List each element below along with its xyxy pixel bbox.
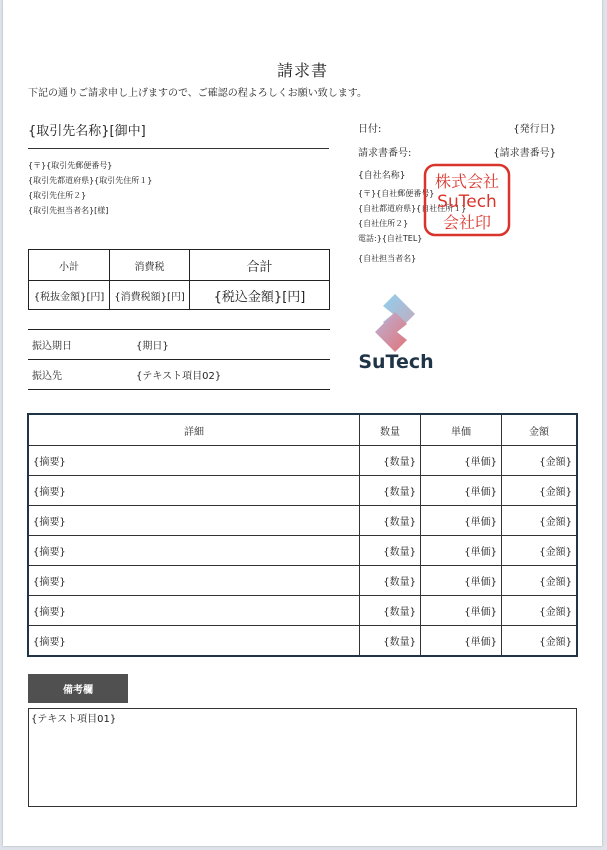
item-description: {摘要}	[28, 506, 360, 536]
summary-value-subtotal: {税抜金額}[円]	[29, 281, 110, 310]
client-name: {取引先名称}[御中]	[28, 124, 146, 139]
invoice-number-value: {請求書番号}	[493, 148, 556, 159]
line-items-table	[27, 413, 578, 657]
item-qty: {数量}	[360, 476, 421, 506]
summary-table	[28, 249, 330, 310]
item-description: {摘要}	[28, 566, 360, 596]
due-date-label: 振込期日	[28, 330, 132, 360]
client-contact: {取引先担当者名}[様]	[28, 206, 109, 215]
item-unit-price: {単価}	[421, 536, 502, 566]
items-header-detail: 詳細	[28, 414, 360, 446]
item-unit-price: {単価}	[421, 596, 502, 626]
items-header-unit-price: 単価	[421, 414, 502, 446]
summary-header-subtotal: 小計	[29, 250, 110, 281]
item-qty: {数量}	[360, 446, 421, 476]
item-amount: {金額}	[502, 506, 578, 536]
issuer-address1: {自社都道府県}{自社住所１}	[358, 204, 467, 213]
due-date-value: {期日}	[132, 330, 330, 360]
item-amount: {金額}	[502, 566, 578, 596]
client-address-block	[28, 158, 152, 218]
item-amount: {金額}	[502, 596, 578, 626]
table-row	[28, 626, 577, 657]
summary-value-total: {税込金額}[円]	[190, 281, 330, 310]
item-qty: {数量}	[360, 536, 421, 566]
transfer-dest-label: 振込先	[28, 360, 132, 390]
item-unit-price: {単価}	[421, 626, 502, 657]
client-postal: {〒}{取引先郵便番号}	[28, 161, 113, 170]
payment-table	[28, 329, 330, 390]
summary-header-tax: 消費税	[110, 250, 190, 281]
issuer-company: {自社名称}	[358, 171, 406, 181]
item-description: {摘要}	[28, 626, 360, 657]
table-row	[28, 596, 577, 626]
issuer-contact: {自社担当者名}	[358, 254, 417, 263]
item-unit-price: {単価}	[421, 506, 502, 536]
client-address2: {取引先住所２}	[28, 191, 87, 200]
remarks-box: {テキスト項目01}	[28, 708, 577, 807]
svg-text:SuTech: SuTech	[437, 192, 497, 212]
client-underline	[28, 148, 329, 149]
table-row	[28, 566, 577, 596]
table-row	[28, 506, 577, 536]
invoice-number-label: 請求書番号:	[358, 148, 412, 159]
invoice-page	[3, 0, 602, 846]
svg-text:会社印: 会社印	[442, 213, 492, 232]
remarks-label: 備考欄	[28, 674, 128, 703]
item-unit-price: {単価}	[421, 476, 502, 506]
summary-header-total: 合計	[190, 250, 330, 281]
item-description: {摘要}	[28, 476, 360, 506]
item-amount: {金額}	[502, 626, 578, 657]
table-row	[28, 446, 577, 476]
client-address1: {取引先都道府県}{取引先住所１}	[28, 176, 153, 185]
document-title: 請求書	[276, 61, 328, 80]
issuer-address2: {自社住所２}	[358, 219, 409, 228]
items-header-amount: 金額	[502, 414, 578, 446]
svg-text:株式会社: 株式会社	[434, 172, 500, 191]
item-amount: {金額}	[502, 476, 578, 506]
table-row	[28, 536, 577, 566]
items-header-row	[28, 414, 577, 446]
company-seal-icon	[423, 163, 511, 237]
item-description: {摘要}	[28, 536, 360, 566]
sutech-logo-icon	[355, 294, 437, 374]
item-amount: {金額}	[502, 536, 578, 566]
item-qty: {数量}	[360, 566, 421, 596]
item-unit-price: {単価}	[421, 446, 502, 476]
item-qty: {数量}	[360, 596, 421, 626]
item-qty: {数量}	[360, 506, 421, 536]
items-header-qty: 数量	[360, 414, 421, 446]
date-value: {発行日}	[513, 124, 556, 135]
date-label: 日付:	[358, 124, 382, 135]
transfer-dest-value: {テキスト項目02}	[132, 360, 330, 390]
svg-text:SuTech: SuTech	[358, 351, 434, 373]
intro-text: 下記の通りご請求申し上げますので、ご確認の程よろしくお願い致します。	[28, 88, 367, 99]
item-qty: {数量}	[360, 626, 421, 657]
table-row	[28, 476, 577, 506]
item-description: {摘要}	[28, 446, 360, 476]
item-description: {摘要}	[28, 596, 360, 626]
summary-value-tax: {消費税額}[円]	[110, 281, 190, 310]
issuer-postal: {〒}{自社郵便番号}	[358, 189, 435, 198]
item-amount: {金額}	[502, 446, 578, 476]
item-unit-price: {単価}	[421, 566, 502, 596]
issuer-tel: 電話:}{自社TEL}	[358, 234, 423, 243]
